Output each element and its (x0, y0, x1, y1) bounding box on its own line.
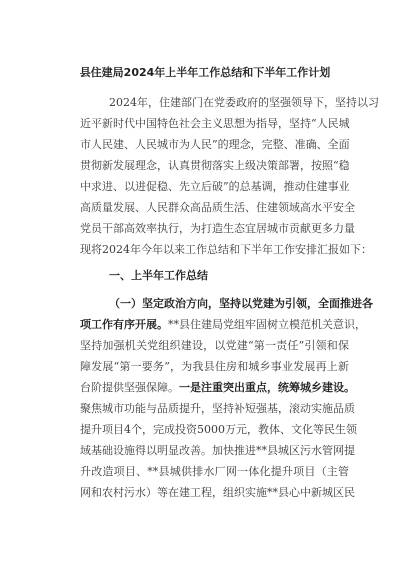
intro-line-1: 2024年，住建部门在党委政府的坚强领导下，坚持以习 (109, 96, 379, 109)
para1-line-1: （一）坚定政治方向，坚持以党建为引领，全面推进各 (109, 297, 373, 310)
para1-line-5-text: 台阶提供坚强保障。 (80, 381, 179, 394)
intro-line-3: 市人民建、人民城市为人民”的理念，完整、准确、全面 (80, 138, 350, 151)
para1-line-8: 域基础设施得以明显改善。加快推进**县城区污水管网提 (80, 444, 355, 457)
para1-line-10: 网和农村污水）等在建工程，组织实施**县心中新城区民 (80, 486, 355, 499)
para1-line-6: 聚焦城市功能与品质提升，坚持补短强基，滚动实施品质 (80, 402, 355, 415)
document-title: 县住建局2024年上半年工作总结和下半年工作计划 (79, 66, 331, 79)
intro-line-5: 中求进、以进促稳、先立后破”的总基调，推动住建事业 (80, 180, 350, 193)
para1-line-3: 坚持加强机关党组织建设，以党建“第一责任”引领和保 (80, 339, 349, 352)
intro-line-4: 贯彻新发展理念，认真贯彻落实上级决策部署，按照“稳 (80, 159, 350, 172)
para1-line-4: 障发展“第一要务”，为我县住房和城乡事业发展再上新 (80, 360, 349, 373)
intro-line-6: 高质量发展、人民群众高品质生活、住建领域高水平安全 (80, 201, 355, 214)
intro-line-8: 现将2024年今年以来工作总结和下半年工作安排汇报如下： (80, 243, 372, 256)
para1-line-2 (80, 318, 366, 332)
para1-line-7: 提升项目4个，完成投资5000万元，教体、文化等民生领 (80, 423, 357, 436)
para1-line-5 (80, 381, 355, 395)
para1-line-2-bold: 项工作有序开展。 (80, 318, 168, 331)
intro-line-7: 党员干部高效率执行，为打造生态宜居城市贡献更多力量 (80, 222, 355, 235)
section-heading: 一、上半年工作总结 (109, 269, 208, 282)
intro-line-2: 近平新时代中国特色社会主义思想为指导，坚持“人民城 (80, 117, 350, 130)
para1-line-9: 升改造项目、**县城供排水厂网一体化提升项目（主管 (80, 465, 349, 478)
para1-line-5-bold: 一是注重突出重点，统筹城乡建设。 (179, 381, 355, 394)
para1-line-2-text: **县住建局党组牢固树立模范机关意识， (168, 318, 366, 331)
